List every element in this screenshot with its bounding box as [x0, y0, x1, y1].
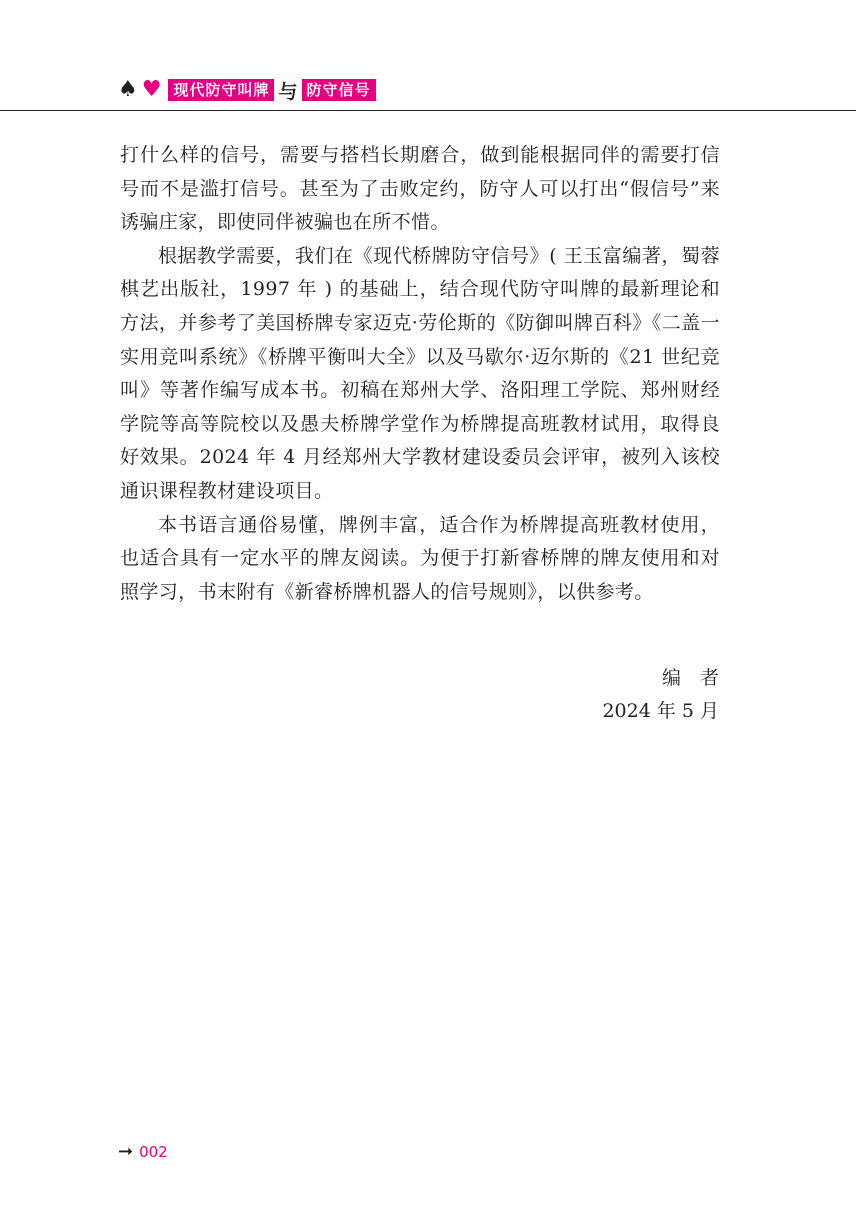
paragraph-2: 根据教学需要，我们在《现代桥牌防守信号》( 王玉富编著，蜀蓉棋艺出版社，1997 年 ) 的基础上，结合现代防守叫牌的最新理论和方法，并参考了美国桥牌专家迈克·劳伦斯的《防御叫牌百科》《二盖一实用竞叫系统》《桥牌平衡叫大全》以及马歇尔·迈尔斯的《21 世纪竞叫》等著作编写成本书。初稿在郑州大学、洛阳理工学院、郑州财经学院等高等院校以及愚夫桥牌学堂作为桥牌提高班教材试用，取得良好效果。2024 年 4 月经郑州大学教材建设委员会评审，被列入该校通识课程教材建设项目。	[120, 244, 720, 502]
paragraph-1: 打什么样的信号，需要与搭档长期磨合，做到能根据同伴的需要打信号而不是滥打信号。甚至为了击败定约，防守人可以打出“假信号”来诱骗庄家，即使同伴被骗也在所不惜。	[120, 144, 720, 234]
book-title-part1: 现代防守叫牌	[168, 79, 274, 101]
arrow-right-icon: ➞	[118, 1141, 134, 1162]
paragraph-3: 本书语言通俗易懂，牌例丰富，适合作为桥牌提高班教材使用，也适合具有一定水平的牌友阅读。为便于打新睿桥牌的牌友使用和对照学习，书末附有《新睿桥牌机器人的信号规则》，以供参考。	[120, 513, 720, 603]
spade-icon: ♠	[118, 77, 138, 102]
body-text	[120, 139, 720, 609]
heart-icon: ♥	[141, 77, 162, 102]
book-title-part2: 防守信号	[302, 79, 376, 101]
page-number: 002	[139, 1143, 168, 1161]
running-header	[118, 76, 376, 104]
header-divider	[0, 110, 856, 111]
signature-block	[602, 662, 719, 728]
signature-author: 编 者	[661, 667, 719, 689]
page-footer	[118, 1143, 168, 1161]
signature-date: 2024 年 5 月	[602, 700, 719, 722]
book-title-conjunction: 与	[278, 80, 298, 103]
